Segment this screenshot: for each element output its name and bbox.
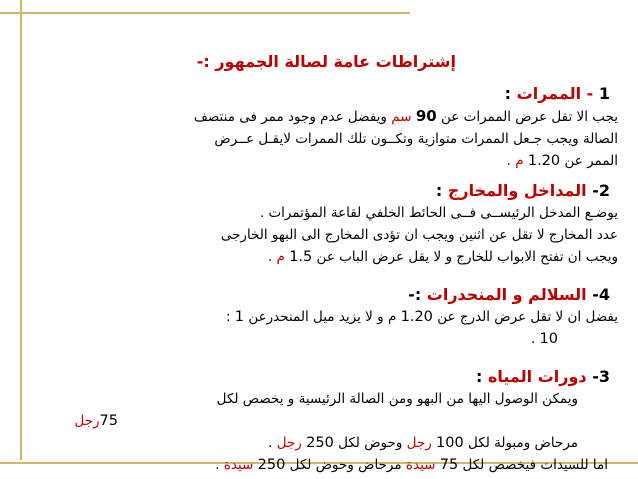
corridors-line-1 bbox=[40, 105, 618, 128]
restrooms-line-2 bbox=[40, 410, 618, 432]
ramp-slope-denominator: 10 bbox=[539, 331, 558, 347]
slide-content bbox=[40, 52, 618, 476]
frame-top-line bbox=[0, 12, 410, 14]
text-segment: يوضـع المدخل الرئيســى فــى الحائط الخلفي لقاعة المؤتمرات . bbox=[259, 205, 618, 221]
entrances-line-3 bbox=[40, 246, 618, 268]
unit-women: سيدة bbox=[223, 457, 258, 473]
entrances-line-1 bbox=[40, 202, 618, 224]
section-heading-text: السلالم و المنحدرات bbox=[426, 285, 593, 304]
text-segment: وحوض لكل bbox=[333, 435, 407, 451]
text-segment: . bbox=[268, 435, 277, 451]
section-restrooms bbox=[40, 366, 618, 476]
unit-women: سيدة bbox=[405, 457, 440, 473]
text-segment: يفضل ان لا تقل عرض الدرج عن bbox=[432, 309, 618, 325]
section-entrances-exits bbox=[40, 180, 618, 268]
restrooms-line-4 bbox=[40, 454, 618, 476]
corridor-width-value: 90 bbox=[415, 107, 437, 125]
section-entrances-heading bbox=[40, 180, 618, 202]
section-stairs-ramps bbox=[40, 284, 618, 350]
unit-men: رجل bbox=[276, 435, 307, 451]
section-stairs-heading bbox=[40, 284, 618, 306]
men-count-value: 75 bbox=[99, 413, 118, 429]
text-segment: . bbox=[530, 331, 540, 347]
women-sink-count: 250 bbox=[257, 457, 286, 473]
unit-men: رجل bbox=[406, 435, 437, 451]
section-heading-text: المداخل والمخارج bbox=[447, 181, 593, 200]
unit-m: م bbox=[515, 153, 528, 169]
ramp-slope-value: 1 bbox=[234, 309, 245, 325]
text-segment: ويمكن الوصول اليها من البهو ومن الصالة الرئيسية و يخصص لكل bbox=[216, 391, 578, 407]
text-segment: . bbox=[215, 457, 224, 473]
spacer bbox=[40, 268, 618, 284]
section-colon: :- bbox=[408, 285, 427, 304]
text-segment: يجب الا تقل عرض الممرات عن bbox=[436, 109, 618, 125]
section-colon: : bbox=[504, 84, 517, 103]
text-segment: اما للسيدات فيخصص لكل bbox=[458, 457, 608, 473]
stairs-line-2 bbox=[40, 328, 618, 350]
text-segment: . bbox=[506, 153, 516, 169]
frame-vertical-line bbox=[20, 0, 22, 460]
text-segment: عدد المخارج لا تقل عن اثنين ويجب ان تؤدى المخارج الى البهو الخارجى bbox=[220, 227, 618, 243]
men-sink-count: 250 bbox=[306, 435, 334, 451]
men-urinal-count: 100 bbox=[436, 435, 464, 451]
unit-m: م bbox=[276, 249, 290, 265]
corridors-line-2 bbox=[40, 128, 618, 150]
corridor-min-width-value: 1.20 bbox=[527, 153, 561, 169]
slide-title bbox=[40, 52, 618, 71]
text-segment: الممر عن bbox=[560, 153, 618, 169]
section-corridors-heading bbox=[40, 83, 618, 105]
door-width-value: 1.5 bbox=[289, 249, 313, 265]
text-segment: : bbox=[225, 309, 235, 325]
text-segment: ويجب ان تفتح الابواب للخارج و لا يقل عرض الباب عن bbox=[312, 249, 618, 265]
restrooms-line-3 bbox=[40, 432, 618, 454]
section-restrooms-heading bbox=[40, 366, 618, 388]
section-corridors bbox=[40, 83, 618, 172]
entrances-line-2 bbox=[40, 224, 618, 246]
slide-title-text: إشتراطات عامة لصالة الجمهور :- bbox=[196, 52, 456, 71]
text-segment: م و لا يزيد ميل المنحدرعن bbox=[244, 309, 401, 325]
women-toilet-count: 75 bbox=[439, 457, 459, 473]
section-colon: : bbox=[475, 367, 488, 386]
section-heading-text: الممرات bbox=[516, 84, 582, 103]
text-segment: الصالة ويجب جـعل الممرات متوازية وتكــون تلك الممرات لايقـل عــرض bbox=[214, 131, 618, 147]
text-segment: مرحاض ومبولة لكل bbox=[463, 435, 578, 451]
spacer bbox=[40, 172, 618, 180]
section-number: 2- bbox=[592, 181, 610, 200]
section-number: 1 bbox=[598, 84, 610, 103]
section-colon: : bbox=[435, 181, 448, 200]
stair-width-value: 1.20 bbox=[400, 309, 433, 325]
spacer bbox=[40, 350, 618, 366]
section-number: 4- bbox=[592, 285, 610, 304]
restrooms-line-1 bbox=[40, 388, 618, 410]
section-number: 3- bbox=[592, 367, 610, 386]
stairs-line-1 bbox=[40, 306, 618, 328]
section-heading-text: دورات المياه bbox=[487, 367, 593, 386]
text-segment: ويفضل عدم وجود ممر فى منتصف bbox=[193, 109, 392, 125]
corridors-line-3 bbox=[40, 150, 618, 172]
unit-cm: سم bbox=[391, 109, 416, 125]
unit-men: رجل bbox=[74, 413, 100, 429]
text-segment: . bbox=[267, 249, 277, 265]
section-dash: - bbox=[581, 84, 599, 103]
text-segment: مرحاض وحوض لكل bbox=[285, 457, 406, 473]
